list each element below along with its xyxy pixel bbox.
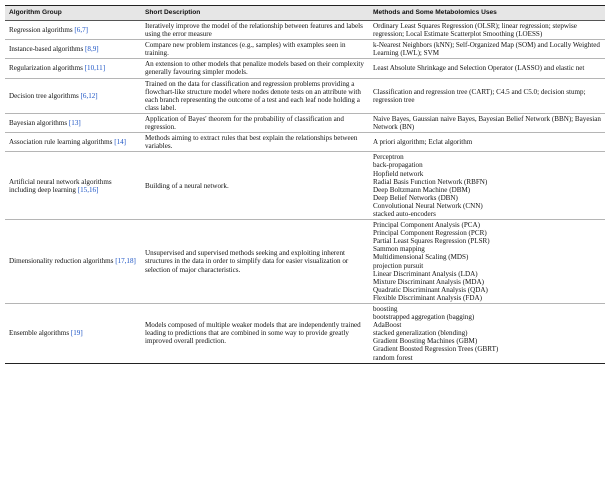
method-item: Linear Discriminant Analysis (LDA) (373, 269, 478, 278)
reference-link[interactable]: [17,18] (115, 257, 136, 266)
algorithm-group-cell (5, 113, 141, 132)
table-row (5, 40, 605, 59)
method-item: Deep Belief Networks (DBN) (373, 193, 458, 202)
methods-cell (369, 40, 605, 59)
header-algorithm-group: Algorithm Group (5, 6, 141, 21)
short-description-cell: Iteratively improve the model of the relationship between features and labels using the error measure (141, 21, 369, 40)
method-item: k-Nearest Neighbors (kNN); Self-Organized Map (SOM) and Locally Weighted Learning (LWL); SVM (373, 41, 600, 58)
reference-link[interactable]: [15,16] (77, 185, 99, 194)
algorithm-group-name: Regularization algorithms (9, 64, 83, 73)
methods-cell (369, 21, 605, 40)
method-item: Radial Basis Function Network (RBFN) (373, 177, 488, 186)
method-item: Multidimensional Scaling (MDS) (373, 253, 469, 262)
short-description-cell: Application of Bayes' theorem for the probability of classification and regression. (141, 113, 369, 132)
algorithm-group-cell (5, 133, 141, 152)
table-row (5, 59, 605, 78)
method-item: Mixture Discriminant Analysis (MDA) (373, 277, 484, 286)
method-item: boosting (373, 305, 398, 313)
table-body (5, 21, 605, 364)
methods-cell (369, 113, 605, 132)
algorithm-group-cell (5, 21, 141, 40)
method-item: Convolutional Neural Network (CNN) (373, 201, 483, 210)
method-item: Principal Component Regression (PCR) (373, 229, 487, 238)
short-description-cell: Models composed of multiple weaker models that are independently trained leading to predictions that are combined in some way to provide greatly improved overall prediction. (141, 304, 369, 364)
method-item: Least Absolute Shrinkage and Selection Operator (LASSO) and elastic net (373, 64, 585, 73)
reference-link[interactable]: [6,12] (80, 91, 98, 100)
reference-link[interactable]: [10,11] (84, 64, 106, 73)
reference-link[interactable]: [19] (70, 329, 83, 338)
method-item: back-propagation (373, 161, 423, 170)
short-description-cell: Building of a neural network. (141, 152, 369, 220)
methods-cell (369, 133, 605, 152)
header-short-description: Short Description (141, 6, 369, 21)
method-item: Gradient Boosted Regression Trees (GBRT) (373, 345, 499, 354)
table-row (5, 113, 605, 132)
reference-link[interactable]: [14] (114, 138, 127, 147)
method-item: Flexible Discriminant Analysis (FDA) (373, 293, 482, 302)
reference-link[interactable]: [6,7] (74, 26, 89, 35)
short-description-cell: An extension to other models that penalize models based on their complexity generally favouring simpler models. (141, 59, 369, 78)
table-row (5, 21, 605, 40)
methods-cell (369, 220, 605, 304)
table-row (5, 152, 605, 220)
algorithm-group-name: Regression algorithms (9, 26, 73, 35)
method-item: Gradient Boosting Machines (GBM) (373, 337, 478, 346)
methods-cell (369, 304, 605, 364)
short-description-cell: Methods aiming to extract rules that best explain the relationships between variables. (141, 133, 369, 152)
table-row (5, 78, 605, 113)
table-row (5, 304, 605, 364)
method-item: Naive Bayes, Gaussian naive Bayes, Bayesian Belief Network (BBN); Bayesian Network (BN) (373, 114, 601, 132)
algorithm-group-cell (5, 40, 141, 59)
method-item: Sammon mapping (373, 245, 425, 254)
table-row (5, 133, 605, 152)
algorithm-group-name: Bayesian algorithms (9, 118, 68, 127)
method-item: projection pursuit (373, 261, 424, 270)
header-methods: Methods and Some Metabolomics Uses (369, 6, 605, 21)
header-row (5, 6, 605, 21)
algorithm-group-name: Decision tree algorithms (9, 91, 79, 100)
method-item: Ordinary Least Squares Regression (OLSR); linear regression; stepwise regression; Local Estimate Scatterplot Smoothing (LOESS) (373, 22, 577, 39)
method-item: Classification and regression tree (CART); C4.5 and C5.0; decision stump; regression tree (373, 87, 586, 104)
method-item: Perceptron (373, 153, 404, 162)
method-item: bootstrapped aggregation (bagging) (373, 313, 475, 322)
method-item: Hopfield network (373, 169, 424, 178)
algorithm-group-cell (5, 152, 141, 220)
method-item: Principal Component Analysis (PCA) (373, 221, 480, 230)
method-item: Partial Least Squares Regression (PLSR) (373, 237, 490, 246)
algorithm-group-name: Instance-based algorithms (9, 45, 84, 54)
algorithm-group-name: Ensemble algorithms (9, 329, 70, 338)
methods-cell (369, 59, 605, 78)
reference-link[interactable]: [13] (68, 118, 81, 127)
algorithm-group-name: Association rule learning algorithms (9, 138, 113, 147)
short-description-cell: Unsupervised and supervised methods seeking and exploiting inherent structures in the data in order to simplify data for easier visualization or selection of major characteristics. (141, 220, 369, 304)
algorithm-table (5, 5, 605, 364)
algorithm-group-cell (5, 59, 141, 78)
method-item: stacked generalization (blending) (373, 329, 468, 338)
method-item: Deep Boltzmann Machine (DBM) (373, 185, 471, 194)
methods-cell (369, 78, 605, 113)
short-description-cell: Compare new problem instances (e.g., samples) with examples seen in training. (141, 40, 369, 59)
method-item: A priori algorithm; Eclat algorithm (373, 138, 473, 147)
algorithm-group-cell (5, 78, 141, 113)
method-item: stacked auto-encoders (373, 209, 436, 218)
methods-cell (369, 152, 605, 220)
short-description-cell: Trained on the data for classification and regression problems providing a flowchart-like structure model where nodes denote tests on an attribute with each branch representing the outcome of a test and each leaf node holding a class label. (141, 78, 369, 113)
method-item: AdaBoost (373, 321, 402, 330)
method-item: random forest (373, 353, 413, 362)
method-item: Quadratic Discriminant Analysis (QDA) (373, 285, 488, 294)
algorithm-group-name: Dimensionality reduction algorithms (9, 257, 114, 266)
algorithm-group-name: Artificial neural network algorithms including deep learning (9, 177, 112, 194)
table-row (5, 220, 605, 304)
reference-link[interactable]: [8,9] (85, 45, 99, 54)
algorithm-group-cell (5, 304, 141, 364)
algorithm-group-cell (5, 220, 141, 304)
